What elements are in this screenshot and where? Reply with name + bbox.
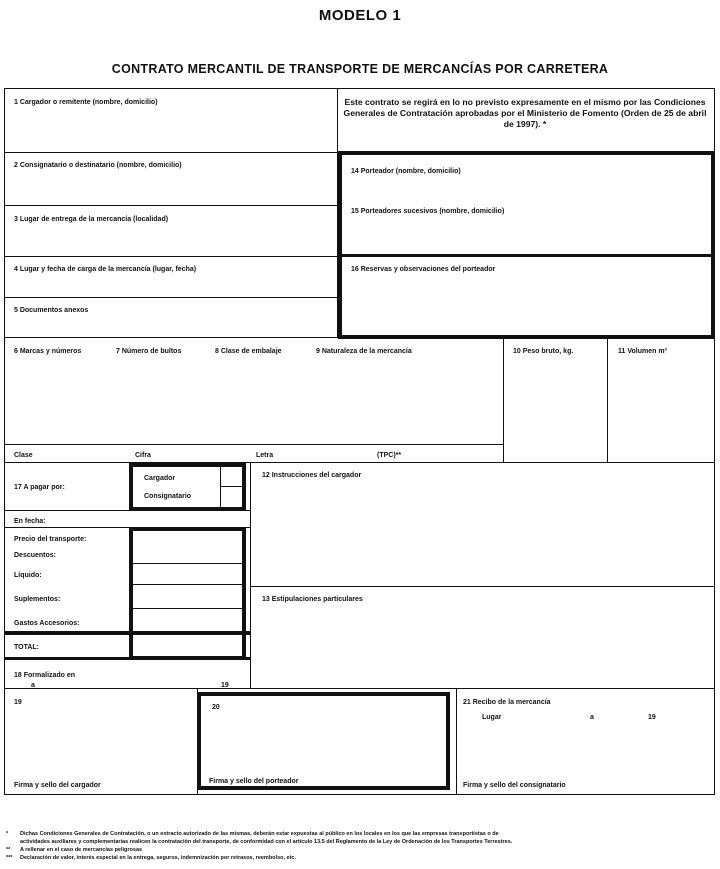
- field-2-consignee: 2 Consignatario o destinatario (nombre, domicilio): [14, 162, 182, 169]
- total-label: TOTAL:: [14, 644, 40, 651]
- footnote-1-cont: actividades auxiliares y complementarias realicen la contratación del transporte, de conformidad con el artículo 13.5 del Reglamento de la Ley de Ordenación de los Transportes Terrestres.: [20, 839, 513, 845]
- field-14-carrier: 14 Porteador (nombre, domicilio): [351, 168, 461, 175]
- footnote-1: * Dichas Condiciones Generales de Contratación, o un extracto autorizado de las mismas, deberán estar expuestas al público en los locales en los que las empresas transportistas o de: [6, 831, 499, 837]
- class-label: Clase: [14, 452, 33, 459]
- field-19: 19: [14, 699, 22, 706]
- conditions-notice: Este contrato se regirá en lo no previsto expresamente en el mismo por las Condiciones Generales de Contratación aprobadas por el Ministerio de Fomento (Orden de 25 de abril de 1997). *: [343, 97, 707, 129]
- payer-shipper-label: Cargador: [144, 475, 176, 482]
- discounts-label: Descuentos:: [14, 552, 57, 559]
- payer-consignee-label: Consignatario: [144, 493, 192, 500]
- receipt-date-a: a: [590, 714, 594, 721]
- field-18-date-a: a: [31, 682, 35, 689]
- field-5-attached-documents: 5 Documentos anexos: [14, 307, 89, 314]
- amounts-box: [129, 527, 246, 660]
- letter-label: Letra: [256, 452, 274, 459]
- field-21-goods-receipt: 21 Recibo de la mercancía: [463, 699, 551, 706]
- carrier-signature-label: Firma y sello del porteador: [209, 778, 299, 785]
- shipper-signature-label: Firma y sello del cargador: [14, 782, 101, 789]
- form-title: CONTRATO MERCANTIL DE TRANSPORTE DE MERCANCÍAS POR CARRETERA: [111, 62, 609, 76]
- payer-box: [129, 463, 246, 511]
- field-17-payer: 17 A pagar por:: [14, 484, 65, 491]
- tpc-label: (TPC)**: [377, 452, 402, 459]
- field-4-loading-place-date: 4 Lugar y fecha de carga de la mercancía (lugar, fecha): [14, 266, 197, 273]
- consignee-signature-label: Firma y sello del consignatario: [463, 782, 566, 789]
- field-18-year-prefix: 19: [221, 682, 229, 689]
- supplements-label: Suplementos:: [14, 596, 61, 603]
- carrier-signature-box: [197, 692, 450, 790]
- date-label: En fecha:: [14, 518, 46, 525]
- field-13-special-terms: 13 Estipulaciones particulares: [262, 596, 363, 603]
- field-15-successive-carriers: 15 Porteadores sucesivos (nombre, domicilio): [351, 208, 505, 215]
- field-10-gross-weight: 10 Peso bruto, kg.: [513, 348, 574, 355]
- footnote-2: ** A rellenar en el caso de mercancías peligrosas: [6, 847, 143, 853]
- model-label: MODELO 1: [318, 7, 402, 24]
- field-1-shipper: 1 Cargador o remitente (nombre, domicilio): [14, 99, 158, 106]
- field-11-volume: 11 Volumen m³: [618, 348, 667, 355]
- transport-price-label: Precio del transporte:: [14, 536, 87, 543]
- receipt-place-label: Lugar: [482, 714, 502, 721]
- field-20: 20: [212, 704, 220, 711]
- field-12-shipper-instructions: 12 Instrucciones del cargador: [262, 472, 362, 479]
- field-8-packaging: 8 Clase de embalaje: [215, 348, 282, 355]
- receipt-year-prefix: 19: [648, 714, 656, 721]
- field-3-delivery-place: 3 Lugar de entrega de la mercancía (localidad): [14, 216, 169, 223]
- carrier-box: [338, 151, 715, 339]
- figure-label: Cifra: [135, 452, 151, 459]
- ancillary-costs-label: Gastos Accesorios:: [14, 620, 80, 627]
- net-label: Líquido:: [14, 572, 42, 579]
- footnote-3: *** Declaración de valor, interés especial en la entrega, seguros, indemnización por retrasos, reembolso, etc.: [6, 855, 297, 861]
- field-9-goods-nature: 9 Naturaleza de la mercancía: [316, 348, 412, 355]
- field-6-marks: 6 Marcas y números: [14, 348, 82, 355]
- field-7-packages: 7 Número de bultos: [116, 348, 182, 355]
- field-16-carrier-remarks: 16 Reservas y observaciones del porteador: [351, 266, 496, 273]
- field-18-formalized: 18 Formalizado en: [14, 672, 76, 679]
